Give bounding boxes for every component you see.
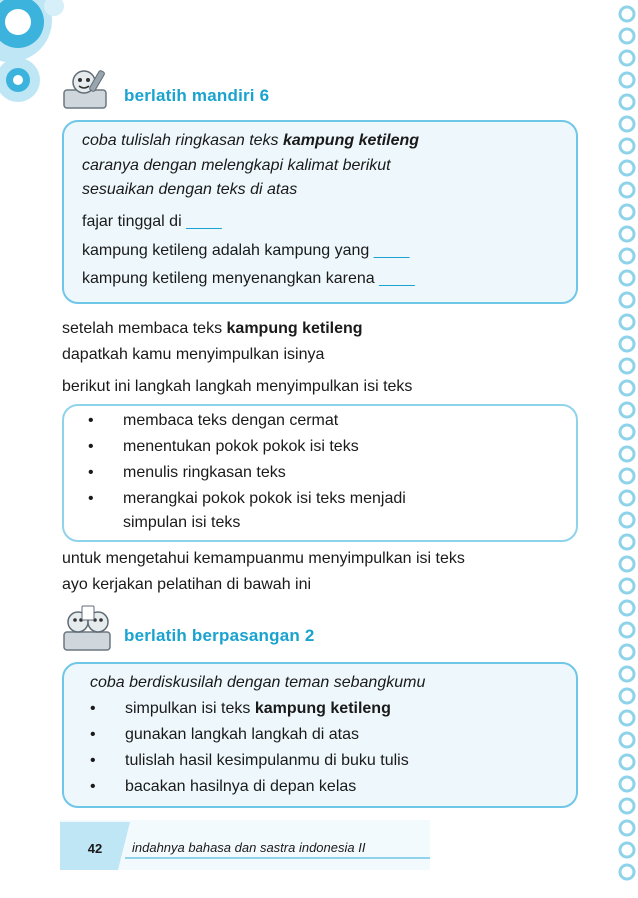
item-bold: kampung ketileng [254, 700, 391, 717]
step-text: membaca teks dengan cermat [123, 412, 339, 429]
page-number: 42 [87, 840, 103, 856]
item-prefix: simpulkan isi teks [125, 700, 255, 717]
section2-title: berlatih berpasangan 2 [124, 626, 315, 645]
fill-blank[interactable]: ____ [379, 270, 415, 287]
paragraph1-bold: kampung ketileng [226, 320, 363, 337]
students-pair-icon [60, 604, 116, 654]
step-text: menulis ringkasan teks [123, 464, 286, 481]
section2-item-text [125, 698, 391, 720]
section1-item [82, 268, 415, 290]
fill-blank[interactable]: ____ [373, 242, 410, 259]
section1-instruction-line3: sesuaikan dengan teks di atas [82, 181, 298, 198]
item-text: kampung ketileng menyenangkan karena [82, 270, 380, 287]
instruction-line1-bold: kampung ketileng [283, 132, 420, 149]
bullet: • [90, 726, 96, 743]
paragraph2-line1: untuk mengetahui kemampuanmu menyimpulkan isi teks [62, 550, 465, 567]
section1-instruction-line2: caranya dengan melengkapi kalimat berikut [82, 157, 391, 174]
bullet: • [88, 464, 94, 481]
bullet: • [90, 752, 96, 769]
item-text: kampung ketileng adalah kampung yang [82, 242, 374, 259]
paragraph1-line3: berikut ini langkah langkah menyimpulkan isi teks [62, 378, 413, 395]
right-ring-chain [620, 7, 634, 879]
fill-blank[interactable]: ____ [186, 213, 222, 230]
bullet: • [90, 700, 96, 717]
step-text: simpulan isi teks [123, 514, 241, 531]
instruction-line1-text: coba tulislah ringkasan teks [82, 132, 283, 149]
section2-item-text: tulislah hasil kesimpulanmu di buku tulis [125, 752, 409, 769]
bullet: • [88, 438, 94, 455]
step-text: merangkai pokok pokok isi teks menjadi [123, 490, 406, 507]
section2-instruction: coba berdiskusilah dengan teman sebangkumu [90, 674, 426, 691]
section1-instruction-line1 [82, 130, 419, 152]
section1-item [82, 240, 409, 262]
item-text: fajar tinggal di [82, 213, 187, 230]
student-writing-icon [60, 66, 116, 114]
decor-circle-small-center [13, 75, 23, 85]
paragraph2-line2: ayo kerjakan pelatihan di bawah ini [62, 576, 312, 593]
decor-circle-center [5, 9, 31, 35]
bullet: • [88, 412, 94, 429]
step-text: menentukan pokok pokok isi teks [123, 438, 359, 455]
paragraph1-line2: dapatkah kamu menyimpulkan isinya [62, 346, 325, 363]
bullet: • [88, 490, 94, 507]
bullet: • [90, 778, 96, 795]
paragraph1-line1 [62, 318, 363, 340]
section1-item [82, 211, 222, 233]
section2-item-text: gunakan langkah langkah di atas [125, 726, 359, 743]
section1-title: berlatih mandiri 6 [124, 86, 270, 105]
book-title: indahnya bahasa dan sastra indonesia II [132, 840, 366, 855]
paragraph1-text: setelah membaca teks [62, 320, 227, 337]
section2-item-text: bacakan hasilnya di depan kelas [125, 778, 357, 795]
